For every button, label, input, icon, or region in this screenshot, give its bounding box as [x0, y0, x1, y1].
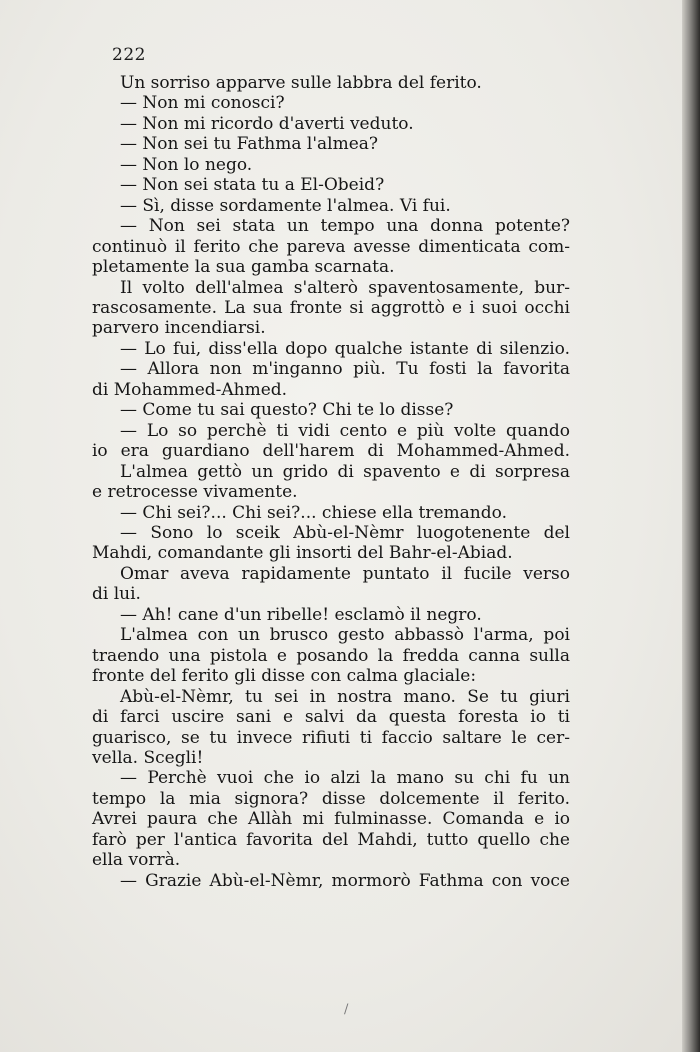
text-line: di farci uscire sani e salvi da questa foresta io ti: [92, 707, 570, 728]
text-line: Omar aveva rapidamente puntato il fucile verso: [120, 563, 570, 584]
text-line: guarisco, se tu invece rifiuti ti faccio saltare le cer-: [92, 727, 570, 748]
text-line: Abù-el-Nèmr, tu sei in nostra mano. Se tu giuri: [120, 686, 570, 707]
page-binding-edge: [682, 0, 700, 1052]
text-line: fronte del ferito gli disse con calma glaciale:: [92, 666, 477, 687]
text-line: — Lo so perchè ti vidi cento e più volte quando: [120, 420, 570, 441]
text-line: — Perchè vuoi che io alzi la mano su chi fu un: [120, 768, 570, 789]
text-line: — Grazie Abù-el-Nèmr, mormorò Fathma con voce: [120, 870, 570, 891]
text-line: — Lo fui, diss'ella dopo qualche istante di silenzio.: [120, 338, 570, 359]
text-line: io era guardiano dell'harem di Mohammed-Ahmed.: [92, 441, 570, 462]
text-line: Il volto dell'almea s'alterò spaventosamente, bur-: [120, 277, 570, 298]
text-line: — Chi sei?... Chi sei?... chiese ella tremando.: [120, 502, 507, 523]
body-text: [92, 73, 570, 891]
text-line: parvero incendiarsi.: [92, 318, 266, 339]
text-line: tempo la mia signora? disse dolcemente il ferito.: [92, 788, 570, 809]
page-number: 222: [112, 45, 146, 65]
text-line: — Ah! cane d'un ribelle! esclamò il negro.: [120, 604, 482, 625]
text-line: pletamente la sua gamba scarnata.: [92, 257, 395, 278]
text-line: di Mohammed-Ahmed.: [92, 379, 288, 400]
text-line: — Sì, disse sordamente l'almea. Vi fui.: [120, 195, 451, 216]
text-line: Mahdi, comandante gli insorti del Bahr-el-Abiad.: [92, 543, 513, 564]
text-line: farò per l'antica favorita del Mahdi, tutto quello che: [92, 829, 570, 850]
text-line: — Non mi ricordo d'averti veduto.: [120, 113, 414, 134]
text-line: — Come tu sai questo? Chi te lo disse?: [120, 400, 454, 421]
footer-mark: /: [344, 1002, 349, 1017]
text-line: Avrei paura che Allàh mi fulminasse. Comanda e io: [92, 809, 570, 830]
text-line: continuò il ferito che pareva avesse dimenticata com-: [92, 236, 570, 257]
text-line: — Non lo nego.: [120, 154, 253, 175]
text-line: di lui.: [92, 584, 141, 605]
text-line: Un sorriso apparve sulle labbra del ferito.: [120, 73, 482, 93]
text-line: — Non sei stata un tempo una donna potente?: [120, 216, 570, 237]
text-line: L'almea con un brusco gesto abbassò l'arma, poi: [120, 625, 570, 646]
text-line: — Non mi conosci?: [120, 93, 285, 114]
text-line: — Non sei stata tu a El-Obeid?: [120, 175, 385, 196]
text-line: — Sono lo sceik Abù-el-Nèmr luogotenente del: [120, 522, 570, 543]
text-line: — Non sei tu Fathma l'almea?: [120, 134, 379, 155]
text-line: vella. Scegli!: [92, 747, 204, 768]
text-line: rascosamente. La sua fronte si aggrottò e i suoi occhi: [92, 297, 570, 318]
text-line: traendo una pistola e posando la fredda canna sulla: [92, 645, 570, 666]
text-line: L'almea gettò un grido di spavento e di sorpresa: [120, 461, 570, 482]
text-line: e retrocesse vivamente.: [92, 482, 298, 503]
text-line: ella vorrà.: [92, 850, 181, 871]
text-line: — Allora non m'inganno più. Tu fosti la favorita: [120, 359, 570, 380]
